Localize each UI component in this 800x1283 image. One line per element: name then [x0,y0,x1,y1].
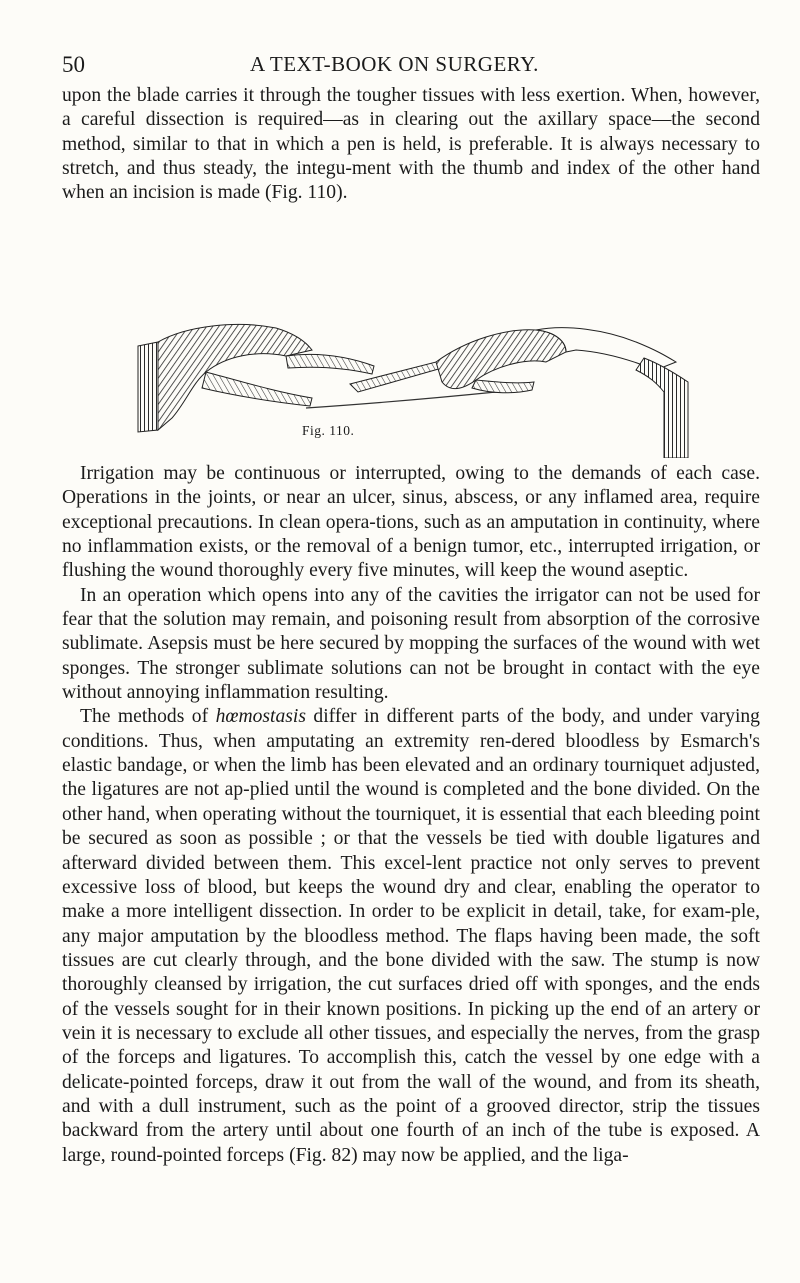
paragraph-haemostasis [62,705,760,1168]
page-header [62,52,762,82]
page-number: 50 [62,52,85,77]
hands-illustration [136,322,728,458]
figure-caption: Fig. 110. [302,423,355,438]
paragraph-irrigation: Irrigation may be continuous or interrupted, owing to the demands of each case. Operations in the joints, or near an ulcer, sinus, abscess, or any inflamed area, require exceptional precautions. In clean opera-tions, such as an amputation in continuity, where no inflammation exists, or the removal of a benign tumor, etc., interrupted irrigation, or flushing the wound thoroughly every five minutes, will keep the wound aseptic. [62,463,760,582]
figure-110 [136,322,728,458]
paragraph-cavities: In an operation which opens into any of the cavities the irrigator can not be used for fear that the solution may remain, and poisoning result from absorption of the corrosive sublimate. Asepsis must be here secured by mopping the surfaces of the wound with wet sponges. The stronger sublimate solutions can not be brought in contact with the eye without annoying inflammation resulting. [62,584,760,704]
p3-rest: differ in different parts of the body, and under varying conditions. Thus, when amputating an extremity ren-dered bloodless by Esmarch's elastic bandage, or when the limb has been elevated and an ordinary tourniquet adjusted, the ligatures are not ap-plied until the wound is completed and the bone divided. On the other hand, when operating without the tourniquet, it is essential that each bleeding point be secured as soon as possible ; or that the vessels be tied with double ligatures and afterward divided between them. This excel-lent practice not only serves to prevent excessive loss of blood, but keeps the wound dry and clear, enabling the operator to make a more intelligent dissection. In order to be explicit in detail, take, for exam-ple, any major amputation by the bloodless method. The flaps having been made, the soft tissues are cut clearly through, and the bone divided with the saw. The stump is now thoroughly cleansed by irrigation, the cut surfaces dried off with sponges, and the ends of the vessels sought for in their known positions. In picking up the end of an artery or vein it is necessary to exclude all other tissues, and especially the nerves, from the grasp of the forceps and ligatures. To accomplish this, catch the vessel by one edge with a delicate-pointed forceps, draw it out from the wall of the wound, and from its sheath, and with a dull instrument, such as the point of a grooved director, strip the tissues backward from the artery until about one fourth of an inch of the tube is exposed. A large, round-pointed forceps (Fig. 82) may now be applied, and the liga- [62,706,760,1166]
running-head: A TEXT-BOOK ON SURGERY. [250,52,539,76]
intro-text [62,84,760,206]
intro-paragraph: upon the blade carries it through the tougher tissues with less exertion. When, however, a careful dissection is required—as in clearing out the axillary space—the second method, similar to that in which a pen is held, is preferable. It is always necessary to stretch, and thus steady, the integu-ment with the thumb and index of the other hand when an incision is made (Fig. 110). [62,85,760,204]
haemostasis-term: hœmostasis [215,706,306,728]
main-text [62,462,760,1168]
p3-start: The methods of [80,706,216,728]
